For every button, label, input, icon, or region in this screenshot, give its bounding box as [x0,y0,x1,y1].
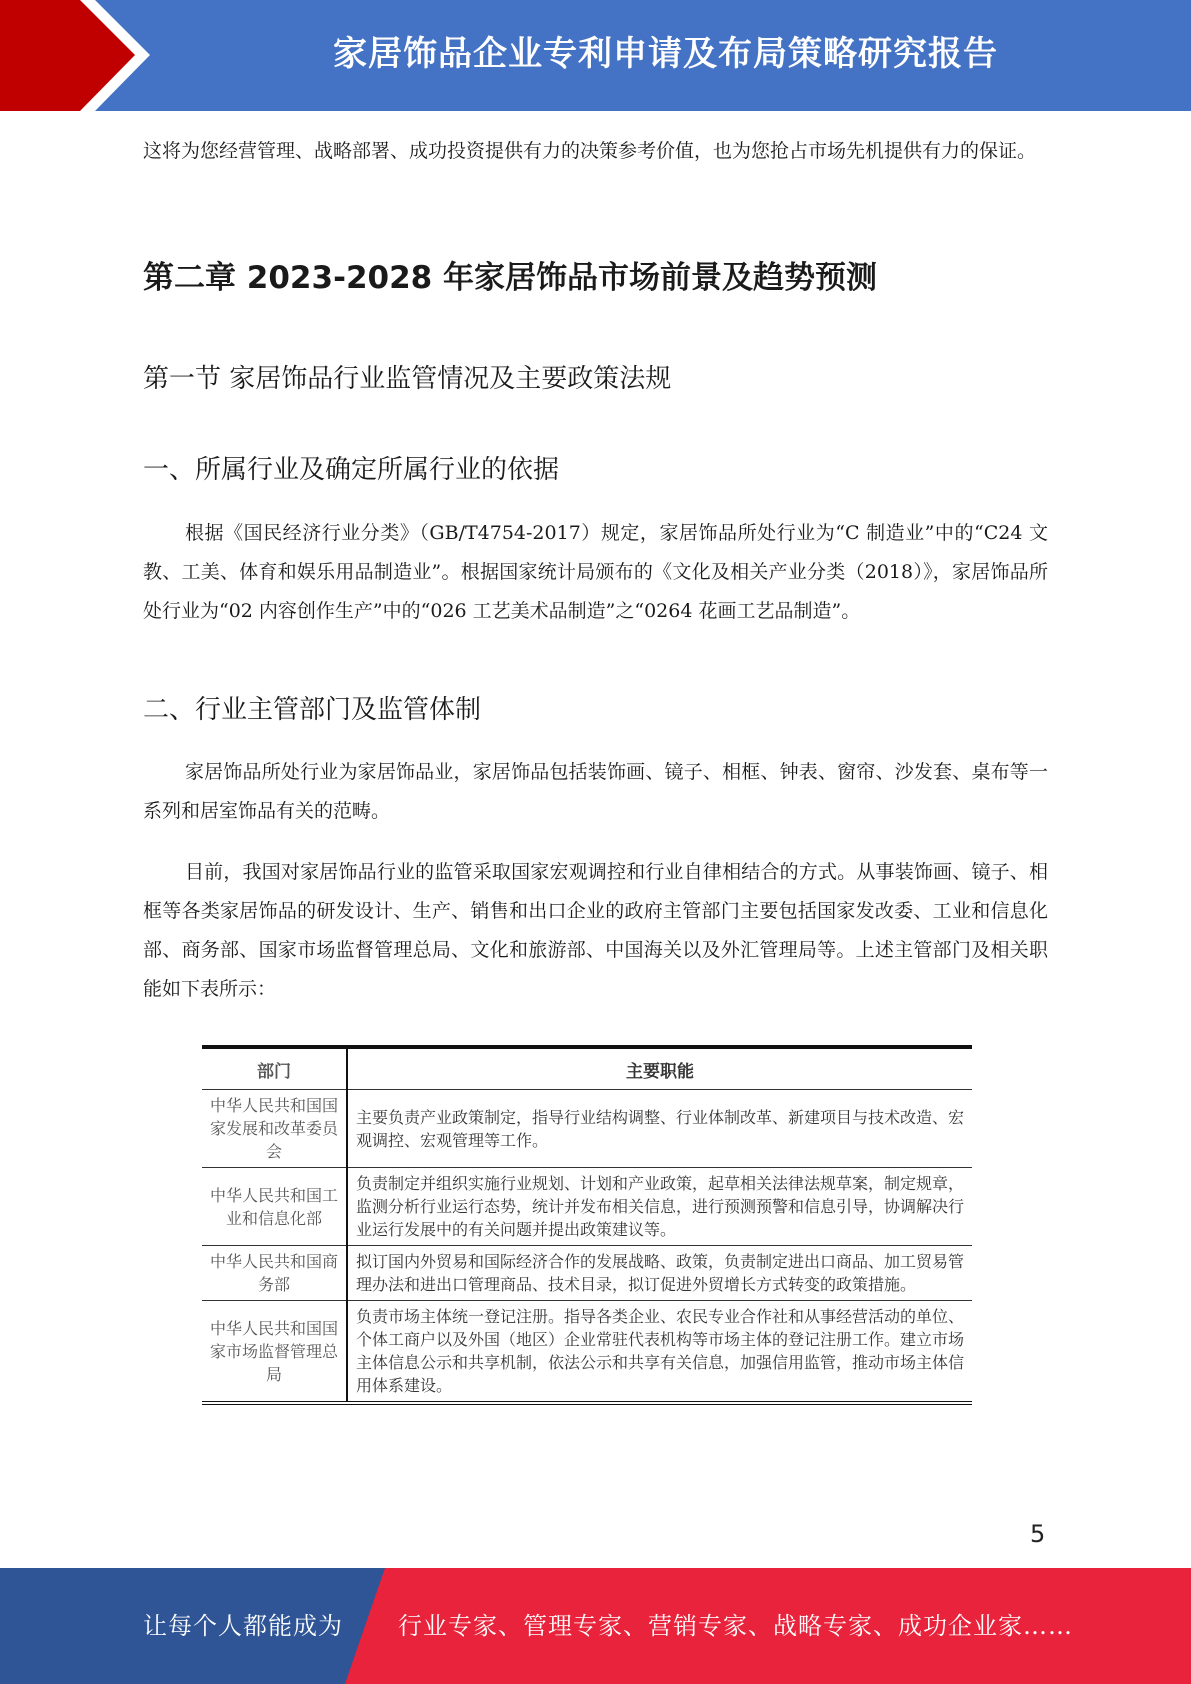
duty-cell: 负责市场主体统一登记注册。指导各类企业、农民专业合作社和从事经营活动的单位、个体工商户以及外国（地区）企业常驻代表机构等市场主体的登记注册工作。建立市场主体信息公示和共享机制，依法公示和共享有关信息，加强信用监管，推动市场主体信用体系建设。 [356,1307,965,1395]
table-row [202,1090,972,1168]
page-footer [0,1568,1191,1684]
intro-block [143,132,1048,171]
page-header [0,0,1191,111]
industry-classification-paragraph: 根据《国民经济行业分类》（GB/T4754-2017）规定，家居饰品所处行业为“C 制造业”中的“C24 文教、工美、体育和娱乐用品制造业”。根据国家统计局颁布的《文化及相关产业分类（2018）》，家居饰品所处行业为“02 内容创作生产”中的“026 工艺美术品制造”之“0264 花画工艺品制造”。 [143,522,1048,622]
subsection-1-body [143,514,1048,631]
report-title: 家居饰品企业专利申请及布局策略研究报告 [333,34,998,74]
regulation-paragraph: 目前，我国对家居饰品行业的监管采取国家宏观调控和行业自律相结合的方式。从事装饰画、镜子、相框等各类家居饰品的研发设计、生产、销售和出口企业的政府主管部门主要包括国家发改委、工业和信息化部、商务部、国家市场监督管理总局、文化和旅游部、中国海关以及外汇管理局等。上述主管部门及相关职能如下表所示： [143,861,1048,1000]
column-header-department: 部门 [202,1047,347,1090]
department-cell: 中华人民共和国国家发展和改革委员会 [202,1090,347,1168]
subsection-title-2: 二、行业主管部门及监管体制 [143,695,482,725]
table-row [202,1168,972,1246]
department-cell: 中华人民共和国国家市场监督管理总局 [202,1301,347,1404]
section-title: 第一节 家居饰品行业监管情况及主要政策法规 [143,364,672,394]
table-row [202,1246,972,1301]
subsection-title-1: 一、所属行业及确定所属行业的依据 [143,455,560,485]
department-cell: 中华人民共和国工业和信息化部 [202,1168,347,1246]
column-header-duties: 主要职能 [347,1047,972,1090]
duty-cell: 拟订国内外贸易和国际经济合作的发展战略、政策，负责制定进出口商品、加工贸易管理办法和进出口管理商品、技术目录，拟订促进外贸增长方式转变的政策措施。 [347,1246,972,1301]
department-cell: 中华人民共和国商务部 [202,1246,347,1301]
intro-paragraph: 这将为您经营管理、战略部署、成功投资提供有力的决策参考价值，也为您抢占市场先机提供有力的保证。 [143,140,1037,162]
page-number: 5 [1030,1520,1046,1548]
regulatory-departments-table [202,1045,972,1405]
duty-cell: 负责制定并组织实施行业规划、计划和产业政策，起草相关法律法规草案，制定规章，监测分析行业运行态势，统计并发布相关信息，进行预测预警和信息引导，协调解决行业运行发展中的有关问题并提出政策建议等。 [347,1168,972,1246]
table-row [202,1301,972,1404]
chapter-title: 第二章 2023-2028 年家居饰品市场前景及趋势预测 [143,260,878,296]
footer-slogan-right: 行业专家、管理专家、营销专家、战略专家、成功企业家…… [398,1612,1073,1640]
subsection-2-body [143,753,1048,1009]
duty-cell: 主要负责产业政策制定，指导行业结构调整、行业体制改革、新建项目与技术改造、宏观调控、宏观管理等工作。 [347,1090,972,1168]
table-header-row [202,1047,972,1090]
industry-scope-paragraph: 家居饰品所处行业为家居饰品业，家居饰品包括装饰画、镜子、相框、钟表、窗帘、沙发套、桌布等一系列和居室饰品有关的范畴。 [143,761,1048,822]
footer-slogan-left: 让每个人都能成为 [143,1612,343,1640]
